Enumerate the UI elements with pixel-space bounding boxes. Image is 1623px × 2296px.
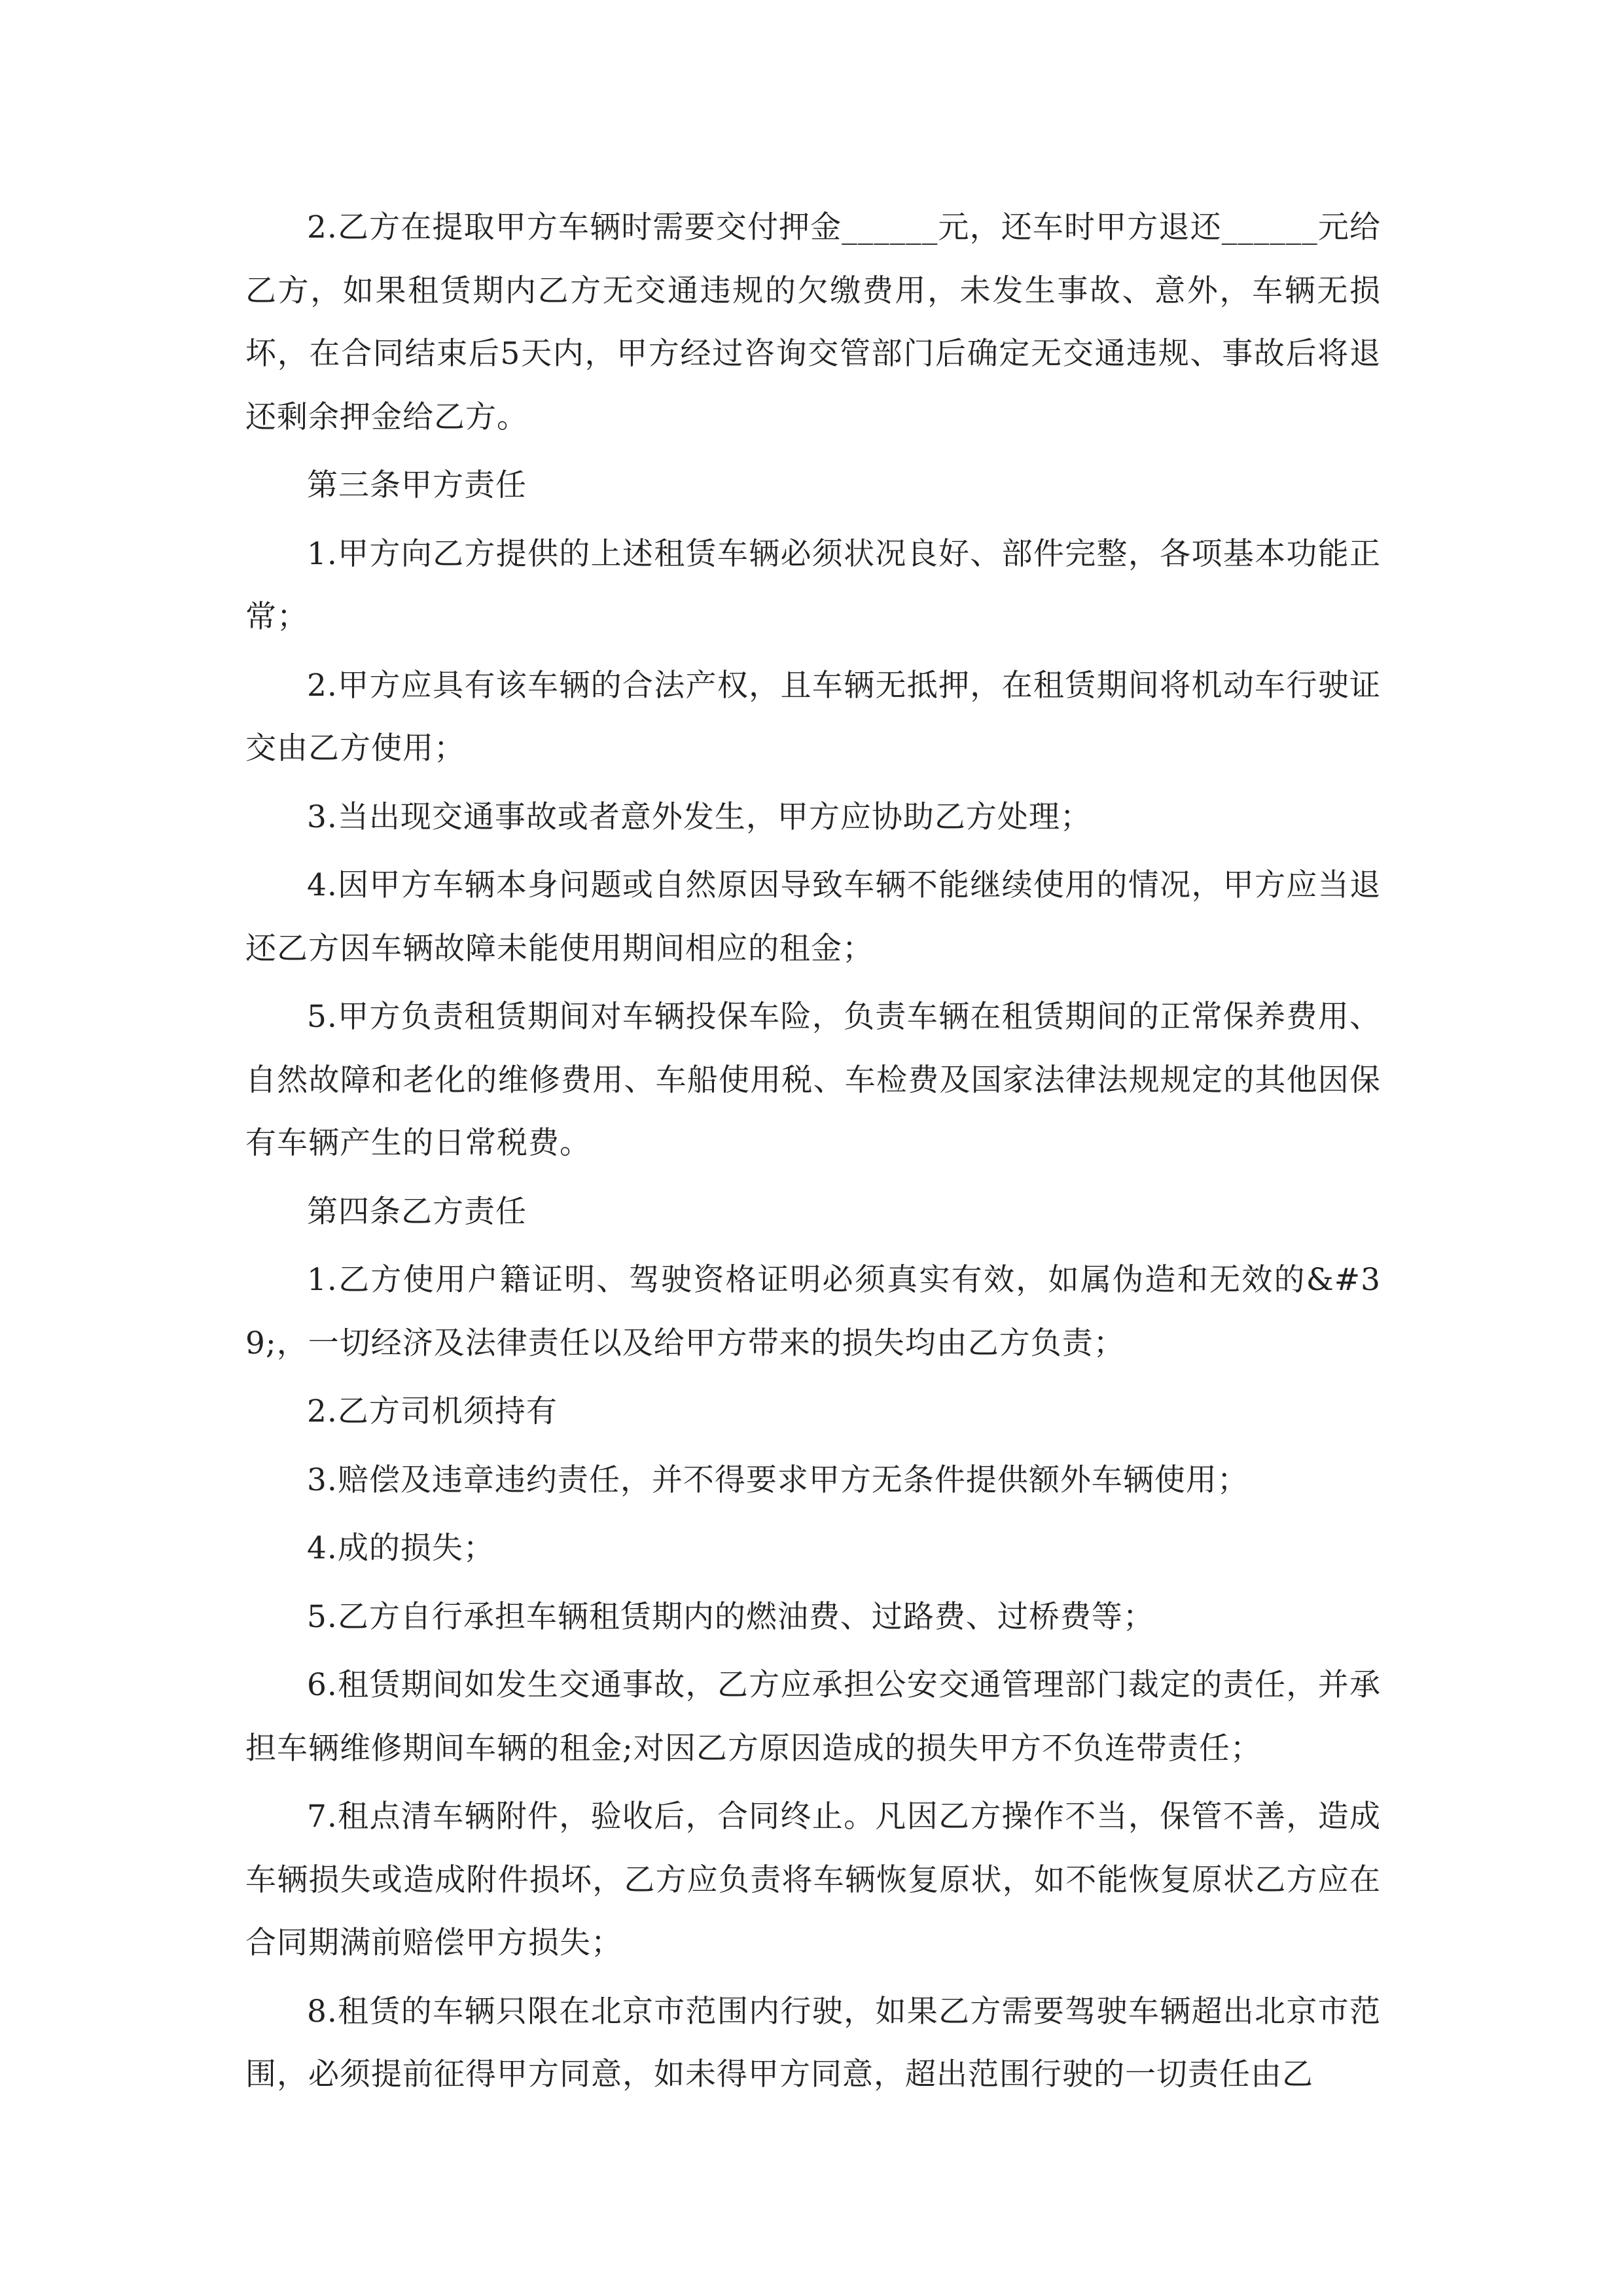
party-a-clause-3: 3.当出现交通事故或者意外发生，甲方应协助乙方处理； <box>307 798 1092 835</box>
party-b-clause-6: 6.租赁期间如发生交通事故，乙方应承担公安交通管理部门裁定的责任，并承担车辆维修期间车辆的租金;对因乙方原因造成的损失甲方不负连带责任； <box>245 1667 1381 1767</box>
party-b-clause-2: 2.乙方司机须持有 <box>307 1393 558 1429</box>
party-a-clause-2: 2.甲方应具有该车辆的合法产权，且车辆无抵押，在租赁期间将机动车行驶证交由乙方使用； <box>245 667 1381 766</box>
party-a-clause-1: 1.甲方向乙方提供的上述租赁车辆必须状况良好、部件完整，各项基本功能正常； <box>245 535 1381 635</box>
party-b-clause-8: 8.租赁的车辆只限在北京市范围内行驶，如果乙方需要驾驶车辆超出北京市范围，必须提前征得甲方同意，如未得甲方同意，超出范围行驶的一切责任由乙 <box>245 1993 1381 2092</box>
deposit-clause: 2.乙方在提取甲方车辆时需要交付押金______元，还车时甲方退还______元给乙方，如果租赁期内乙方无交通违规的欠缴费用，未发生事故、意外，车辆无损坏，在合同结束后5天内，甲方经过咨询交管部门后确定无交通违规、事故后将退还剩余押金给乙方。 <box>245 209 1381 435</box>
party-a-clause-5: 5.甲方负责租赁期间对车辆投保车险，负责车辆在租赁期间的正常保养费用、自然故障和老化的维修费用、车船使用税、车检费及国家法律法规规定的其他因保有车辆产生的日常税费。 <box>245 999 1381 1161</box>
party-b-clause-4: 4.成的损失； <box>307 1530 495 1566</box>
party-b-clause-5: 5.乙方自行承担车辆租赁期内的燃油费、过路费、过桥费等； <box>307 1598 1154 1635</box>
section-heading-party-a: 第三条甲方责任 <box>307 467 527 503</box>
party-b-clause-1: 1.乙方使用户籍证明、驾驶资格证明必须真实有效，如属伪造和无效的&#39;，一切经济及法律责任以及给甲方带来的损失均由乙方负责； <box>245 1262 1381 1361</box>
document-page <box>245 196 1381 2112</box>
party-b-clause-7: 7.租点清车辆附件，验收后，合同终止。凡因乙方操作不当，保管不善，造成车辆损失或造成附件损坏，乙方应负责将车辆恢复原状，如不能恢复原状乙方应在合同期满前赔偿甲方损失； <box>245 1799 1381 1961</box>
section-heading-party-b: 第四条乙方责任 <box>307 1193 527 1230</box>
party-b-clause-3: 3.赔偿及违章违约责任，并不得要求甲方无条件提供额外车辆使用； <box>307 1462 1249 1498</box>
party-a-clause-4: 4.因甲方车辆本身问题或自然原因导致车辆不能继续使用的情况，甲方应当退还乙方因车辆故障未能使用期间相应的租金； <box>245 867 1381 967</box>
